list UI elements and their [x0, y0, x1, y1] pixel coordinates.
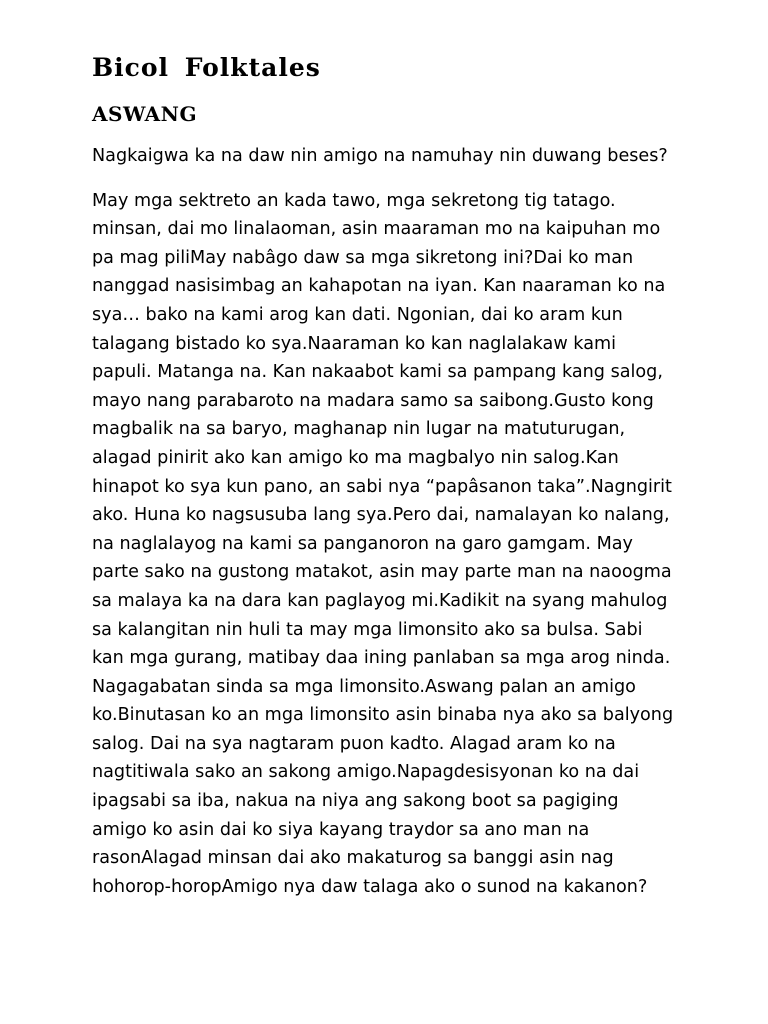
story-line: magbalik na sa baryo, maghanap nin lugar na matuturugan, [92, 419, 626, 440]
story-line: na naglalayog na kami sa panganoron na garo gamgam. May [92, 533, 633, 554]
story-line: papuli. Matanga na. Kan nakaabot kami sa pampang kang salog, [92, 362, 663, 383]
section-heading: ASWANG [92, 102, 198, 126]
story-line: mayo nang parabaroto na madara samo sa saibong.Gusto kong [92, 390, 654, 411]
story-line: kan mga gurang, matibay daa ining panlaban sa mga arog ninda. [92, 648, 671, 669]
story-line: sya… bako na kami arog kan dati. Ngonian, dai ko aram kun [92, 304, 623, 325]
story-line: salog. Dai na sya nagtaram puon kadto. Alagad aram ko na [92, 733, 616, 754]
story-line: sa malaya ka na dara kan paglayog mi.Kadikit na syang mahulog [92, 590, 668, 611]
story-line: sa kalangitan nin huli ta may mga limonsito ako sa bulsa. Sabi [92, 619, 643, 640]
story-line: rasonAlagad minsan dai ako makaturog sa banggi asin nag [92, 848, 614, 869]
document-page [92, 50, 692, 901]
story-line: May mga sektreto an kada tawo, mga sekretong tig tatago. [92, 190, 616, 211]
story-line: nanggad nasisimbag an kahapotan na iyan. Kan naaraman ko na [92, 276, 666, 297]
story-line: pa mag piliMay nabâgo daw sa mga sikretong ini?Dai ko man [92, 247, 634, 268]
story-line: ipagsabi sa iba, nakua na niya ang sakong boot sa pagiging [92, 791, 619, 812]
story-line: ako. Huna ko nagsusuba lang sya.Pero dai, namalayan ko nalang, [92, 505, 670, 526]
story-paragraph [92, 187, 692, 902]
story-line: minsan, dai mo linalaoman, asin maaraman mo na kaipuhan mo [92, 219, 661, 240]
document-title: Bicol Folktales [92, 53, 321, 82]
story-line: talagang bistado ko sya.Naaraman ko kan naglalakaw kami [92, 333, 616, 354]
story-line: hinapot ko sya kun pano, an sabi nya “papâsanon taka”.Nagngirit [92, 476, 672, 497]
story-line: amigo ko asin dai ko siya kayang traydor sa ano man na [92, 819, 590, 840]
story-line: hohorop-horopAmigo nya daw talaga ako o sunod na kakanon? [92, 876, 648, 897]
story-line: ko.Binutasan ko an mga limonsito asin binaba nya ako sa balyong [92, 705, 674, 726]
story-line: alagad pinirit ako kan amigo ko ma magbalyo nin salog.Kan [92, 447, 619, 468]
intro-question: Nagkaigwa ka na daw nin amigo na namuhay nin duwang beses? [92, 146, 668, 166]
story-line: Nagagabatan sinda sa mga limonsito.Aswang palan an amigo [92, 676, 636, 697]
story-line: parte sako na gustong matakot, asin may parte man na naoogma [92, 562, 672, 583]
story-line: nagtitiwala sako an sakong amigo.Napagdesisyonan ko na dai [92, 762, 640, 783]
